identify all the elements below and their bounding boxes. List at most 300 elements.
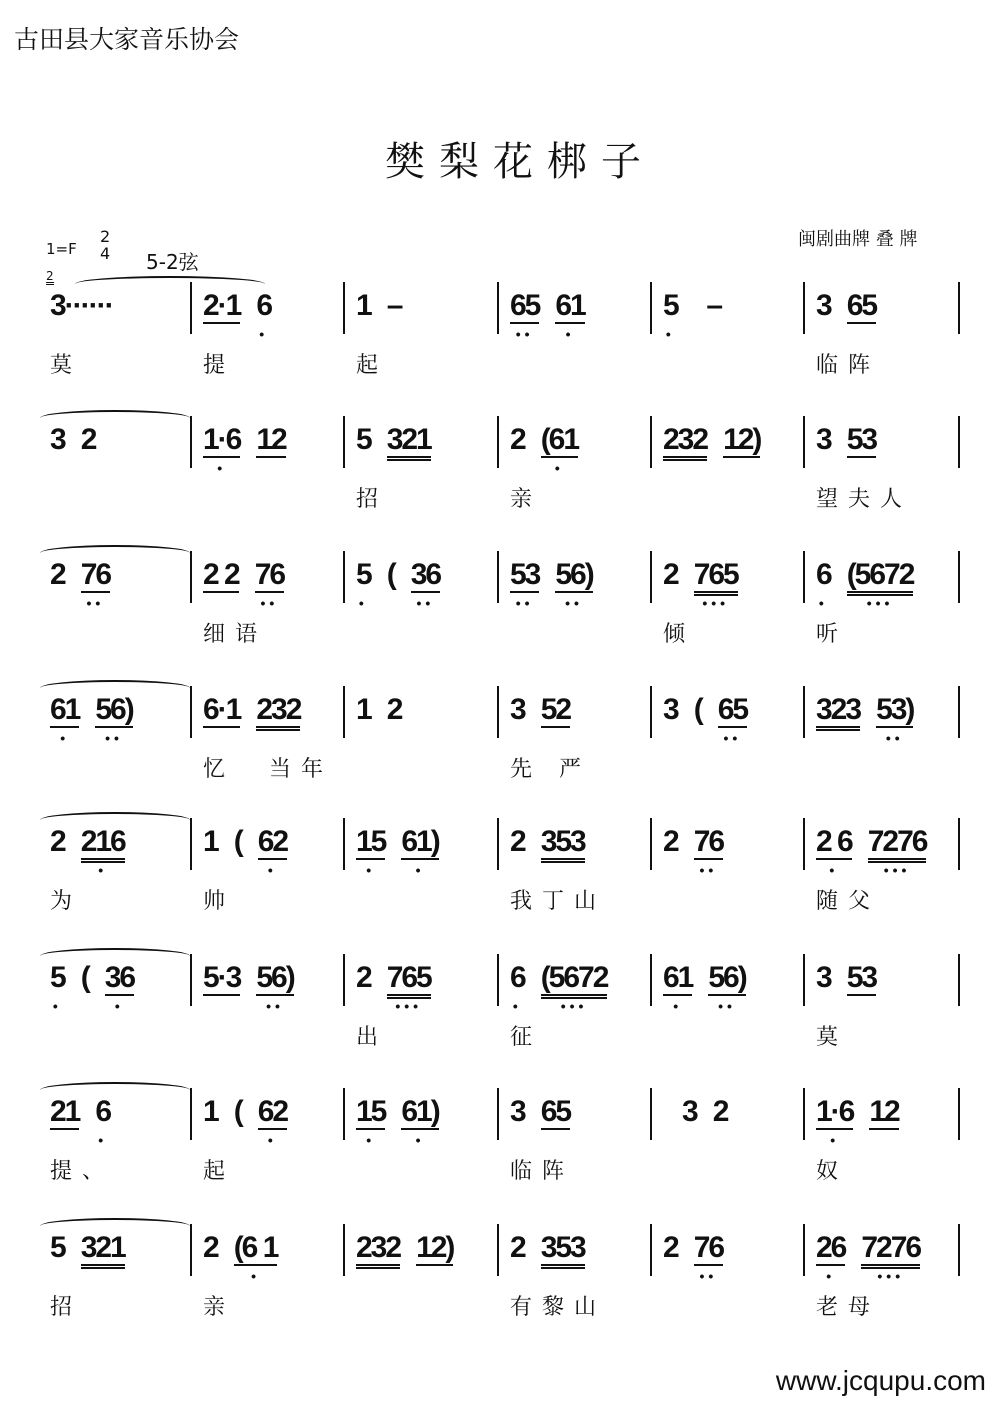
- note-group: [663, 961, 693, 1014]
- barline: [803, 416, 805, 468]
- low-octave-dots: ••: [515, 595, 534, 611]
- slur: [40, 1218, 190, 1234]
- measure: [510, 1096, 570, 1156]
- barline: [958, 1088, 960, 1140]
- low-octave-dots: •: [60, 730, 70, 746]
- measure: [510, 424, 578, 484]
- note-text: 5: [50, 961, 65, 994]
- measure: [663, 826, 723, 886]
- measure: [203, 559, 284, 619]
- note-group: [257, 825, 288, 878]
- note-group: [50, 559, 65, 591]
- note-group: [81, 962, 89, 994]
- note-text: 353: [540, 825, 585, 858]
- note-text: 61: [555, 289, 585, 322]
- lyric: 忆 当年: [203, 757, 333, 782]
- note-group: [869, 1096, 898, 1130]
- note-text: 2 2: [203, 558, 239, 591]
- key-signature: 1=F: [46, 240, 77, 258]
- low-octave-dots: •••: [883, 862, 911, 878]
- lyric: 为: [50, 889, 83, 914]
- low-octave-dots: •: [415, 1132, 425, 1148]
- barline: [343, 282, 345, 334]
- note-group: [203, 290, 240, 324]
- note-group: [663, 559, 678, 591]
- barline: [803, 954, 805, 1006]
- note-text: 2: [386, 693, 402, 726]
- note-group: [50, 961, 65, 1014]
- measure: [510, 826, 585, 886]
- note-group: [95, 693, 133, 746]
- low-octave-dots: •: [366, 862, 376, 878]
- measure: [356, 1096, 439, 1156]
- note-group: [356, 290, 371, 322]
- note-text: 1·6: [816, 1095, 854, 1128]
- note-group: [847, 424, 876, 458]
- low-octave-dots: •: [114, 998, 124, 1014]
- note-text: (: [80, 961, 89, 994]
- barline: [343, 1088, 345, 1140]
- measure: [663, 962, 746, 1022]
- low-octave-dots: •: [267, 862, 277, 878]
- note-text: 12: [256, 423, 286, 456]
- barline: [650, 1088, 652, 1140]
- note-text: 76: [80, 558, 111, 591]
- measure: [510, 559, 593, 619]
- note-group: [50, 826, 65, 858]
- measure: [663, 1096, 727, 1156]
- low-octave-dots: ••: [260, 595, 279, 611]
- note-text: 36: [104, 961, 135, 994]
- note-group: [387, 559, 395, 591]
- barline: [497, 1088, 499, 1140]
- barline: [497, 954, 499, 1006]
- low-octave-dots: •: [565, 326, 575, 342]
- note-text: 2: [50, 558, 65, 591]
- note-text: 53): [876, 693, 914, 726]
- note-group: [708, 961, 746, 1014]
- note-text: 2: [510, 1231, 525, 1264]
- note-group: [356, 962, 371, 994]
- note-group: [203, 962, 240, 996]
- barline: [803, 818, 805, 870]
- low-octave-dots: •: [251, 1268, 260, 1284]
- note-group: [257, 1095, 288, 1148]
- note-text: 2 6: [816, 825, 852, 858]
- note-group: [816, 1231, 846, 1284]
- lyric: 招: [356, 487, 389, 512]
- note-group: [663, 694, 678, 726]
- note-group: [816, 825, 852, 878]
- note-text: 2: [663, 825, 678, 858]
- note-group: [95, 1095, 111, 1148]
- note-group: [387, 424, 431, 461]
- low-octave-dots: ••: [416, 595, 435, 611]
- lyric: 临阵: [816, 353, 881, 378]
- barline: [497, 818, 499, 870]
- note-text: –: [386, 289, 402, 322]
- lyric: 莫: [50, 353, 83, 378]
- note-group: [50, 1232, 65, 1264]
- note-text: 76: [254, 558, 285, 591]
- measure: [356, 290, 401, 350]
- note-text: 5·3: [203, 961, 241, 994]
- barline: [497, 686, 499, 738]
- note-group: [386, 961, 431, 1014]
- note-group: [541, 826, 585, 863]
- note-group: [356, 424, 371, 456]
- measure: [663, 694, 747, 754]
- grace-note: 2: [46, 269, 54, 283]
- note-group: [410, 558, 441, 611]
- low-octave-dots: ••: [723, 730, 742, 746]
- note-text: 65: [846, 289, 877, 322]
- slur: [40, 812, 190, 828]
- measure: [816, 962, 876, 1022]
- note-text: 232: [663, 423, 708, 456]
- note-text: 321: [80, 1231, 125, 1264]
- note-group: [203, 559, 239, 593]
- note-text: 56): [708, 961, 746, 994]
- note-text: 2: [712, 1095, 728, 1128]
- note-text: 65: [510, 289, 540, 322]
- barline: [190, 416, 192, 468]
- barline: [958, 954, 960, 1006]
- barline: [803, 1088, 805, 1140]
- note-text: 76: [693, 825, 724, 858]
- note-group: [510, 826, 525, 858]
- note-group: [847, 290, 876, 324]
- note-text: 6: [510, 961, 525, 994]
- slur: [40, 545, 190, 561]
- measure: [663, 1232, 723, 1292]
- low-octave-dots: •: [512, 998, 522, 1014]
- note-group: [867, 825, 927, 878]
- measure: [663, 559, 738, 619]
- lyric: 亲: [203, 1295, 236, 1320]
- publisher-header: 古田县大家音乐协会: [14, 25, 240, 54]
- barline: [190, 818, 192, 870]
- note-group: [401, 825, 439, 878]
- note-text: 62: [257, 825, 288, 858]
- note-group: [713, 1096, 728, 1128]
- note-text: 52: [540, 693, 571, 726]
- note-group: [816, 694, 860, 731]
- note-text: 1: [203, 825, 218, 858]
- barline: [650, 1224, 652, 1276]
- note-group: [510, 289, 540, 342]
- barline: [497, 416, 499, 468]
- barline: [497, 551, 499, 603]
- note-group: [233, 1231, 278, 1284]
- note-group: [401, 1095, 439, 1148]
- measure: [203, 1232, 277, 1292]
- barline: [958, 818, 960, 870]
- measure: [50, 559, 110, 619]
- note-text: 56): [95, 693, 133, 726]
- note-group: [540, 423, 579, 476]
- note-group: [663, 826, 678, 858]
- note-text: 21: [50, 1095, 80, 1128]
- lyric: 随父: [816, 889, 881, 914]
- note-group: [104, 961, 135, 1014]
- slur: [40, 1082, 190, 1098]
- slur: [75, 276, 265, 292]
- note-text: (61: [540, 423, 579, 456]
- note-group: [510, 961, 525, 1014]
- measure: [816, 424, 876, 484]
- note-group: [234, 1096, 242, 1128]
- slur: [40, 680, 190, 696]
- low-octave-dots: •: [267, 1132, 277, 1148]
- note-text: (5672: [540, 961, 608, 994]
- low-octave-dots: •: [98, 1132, 108, 1148]
- lyric: 倾: [663, 622, 696, 647]
- tune-source: 闽剧曲牌 叠 牌: [798, 229, 918, 250]
- barline: [650, 954, 652, 1006]
- measure: [356, 1232, 453, 1292]
- low-octave-dots: ••: [515, 326, 534, 342]
- low-octave-dots: •: [415, 862, 425, 878]
- time-signature: [100, 228, 110, 262]
- note-text: 3: [50, 423, 65, 456]
- note-text: 15: [356, 1095, 386, 1128]
- note-group: [256, 961, 294, 1014]
- low-octave-dots: •••: [395, 998, 423, 1014]
- note-text: 6: [95, 1095, 111, 1128]
- note-text: 232: [256, 693, 301, 726]
- note-group: [876, 693, 914, 746]
- measure: [663, 424, 760, 484]
- measure: [816, 1232, 920, 1292]
- lyric: 提、: [50, 1159, 115, 1184]
- note-text: 1: [203, 1095, 218, 1128]
- note-text: 6·1: [203, 693, 241, 726]
- string-tuning: 5-2弦: [146, 250, 199, 274]
- note-group: [541, 1232, 585, 1269]
- note-text: (: [693, 693, 702, 726]
- note-group: [694, 290, 721, 322]
- note-text: 36: [410, 558, 441, 591]
- low-octave-dots: •: [366, 1132, 376, 1148]
- note-text: 53: [510, 558, 540, 591]
- measure: [203, 290, 271, 350]
- note-text: 61): [401, 1095, 439, 1128]
- note-text: 2·1: [203, 289, 241, 322]
- measure: [816, 559, 913, 619]
- note-text: 1: [356, 289, 371, 322]
- note-text: 765: [386, 961, 431, 994]
- note-group: [256, 289, 272, 342]
- lyric: 提: [203, 353, 236, 378]
- lyric: 帅: [203, 889, 236, 914]
- time-signature-bottom: 4: [100, 244, 111, 263]
- note-text: 2: [356, 961, 371, 994]
- lyric: 望夫人: [816, 487, 913, 512]
- measure: [50, 826, 125, 886]
- measure: [510, 1232, 585, 1292]
- measure: [356, 424, 431, 484]
- note-text: 53: [846, 961, 877, 994]
- note-group: [555, 289, 585, 342]
- low-octave-dots: ••: [699, 862, 718, 878]
- note-group: [816, 558, 831, 611]
- barline: [343, 416, 345, 468]
- note-group: [234, 826, 242, 858]
- note-group: [50, 290, 113, 322]
- barline: [343, 686, 345, 738]
- note-text: 3: [663, 693, 678, 726]
- measure: [203, 1096, 287, 1156]
- note-group: [387, 694, 402, 726]
- note-text: 765: [693, 558, 738, 591]
- note-group: [723, 424, 760, 458]
- note-group: [356, 694, 371, 726]
- low-octave-dots: ••: [266, 998, 284, 1014]
- barline: [497, 1224, 499, 1276]
- note-group: [50, 1096, 79, 1130]
- low-octave-dots: •••: [877, 1268, 905, 1284]
- note-text: 1·6: [203, 423, 241, 456]
- note-group: [693, 1231, 724, 1284]
- note-group: [555, 558, 593, 611]
- barline: [343, 818, 345, 870]
- note-text: 2: [663, 558, 678, 591]
- lyric: 听: [816, 622, 849, 647]
- note-group: [356, 825, 386, 878]
- note-group: [50, 424, 65, 456]
- measure: [50, 290, 113, 350]
- barline: [803, 551, 805, 603]
- note-group: [694, 694, 702, 726]
- note-group: [81, 1232, 125, 1269]
- low-octave-dots: •: [217, 460, 227, 476]
- note-group: [256, 694, 300, 731]
- low-octave-dots: •: [554, 460, 564, 476]
- measure: [816, 1096, 899, 1156]
- note-text: 5: [663, 289, 678, 322]
- barline: [650, 551, 652, 603]
- note-text: 353: [540, 1231, 585, 1264]
- lyric: 老母: [816, 1295, 881, 1320]
- lyric: 有黎山: [510, 1295, 607, 1320]
- barline: [958, 282, 960, 334]
- note-text: 62: [257, 1095, 288, 1128]
- note-text: 7276: [867, 825, 927, 858]
- note-text: 3: [510, 693, 525, 726]
- note-text: 61: [50, 693, 80, 726]
- note-group: [717, 693, 748, 746]
- note-text: 5: [356, 423, 371, 456]
- measure: [356, 962, 431, 1022]
- low-octave-dots: ••: [718, 998, 736, 1014]
- note-text: 3······: [50, 289, 113, 322]
- measure: [50, 694, 133, 754]
- measure: [356, 559, 440, 619]
- note-group: [816, 424, 831, 456]
- lyric: 亲: [510, 487, 543, 512]
- note-text: 76: [693, 1231, 724, 1264]
- note-group: [416, 1232, 453, 1266]
- measure: [510, 694, 570, 754]
- note-text: 2: [203, 1231, 218, 1264]
- note-group: [663, 1096, 697, 1128]
- low-octave-dots: •: [830, 1132, 840, 1148]
- note-group: [861, 1231, 921, 1284]
- note-group: [816, 1095, 854, 1148]
- note-group: [816, 962, 831, 994]
- lyric: 出: [356, 1025, 389, 1050]
- low-octave-dots: •: [829, 862, 839, 878]
- measure: [50, 962, 134, 1022]
- barline: [190, 954, 192, 1006]
- measure: [816, 290, 876, 350]
- note-text: 3: [816, 961, 831, 994]
- low-octave-dots: ••: [699, 1268, 718, 1284]
- low-octave-dots: •: [818, 595, 828, 611]
- measure: [816, 826, 926, 886]
- lyric: 临阵: [510, 1159, 575, 1184]
- barline: [650, 282, 652, 334]
- note-group: [203, 694, 240, 728]
- note-group: [203, 826, 218, 858]
- note-text: 12): [416, 1231, 454, 1264]
- lyric: 我丁山: [510, 889, 607, 914]
- measure: [203, 962, 294, 1022]
- note-group: [663, 289, 678, 342]
- note-text: 323: [816, 693, 861, 726]
- barline: [803, 1224, 805, 1276]
- note-group: [387, 290, 402, 322]
- barline: [650, 686, 652, 738]
- note-group: [541, 694, 570, 728]
- measure: [203, 826, 287, 886]
- note-text: 2: [510, 423, 525, 456]
- note-group: [80, 558, 111, 611]
- note-text: 15: [356, 825, 386, 858]
- note-text: 1: [356, 693, 371, 726]
- note-group: [510, 558, 540, 611]
- note-text: 5: [356, 558, 371, 591]
- note-text: 5: [50, 1231, 65, 1264]
- note-group: [203, 423, 241, 476]
- note-text: 321: [386, 423, 431, 456]
- lyric: 莫: [816, 1025, 849, 1050]
- note-group: [541, 1096, 570, 1130]
- measure: [663, 290, 721, 350]
- note-group: [540, 961, 608, 1014]
- low-octave-dots: •: [98, 862, 108, 878]
- low-octave-dots: •: [52, 998, 62, 1014]
- note-text: 6: [816, 558, 831, 591]
- note-text: 6: [256, 289, 272, 322]
- measure: [356, 826, 439, 886]
- note-group: [693, 825, 724, 878]
- note-text: 65: [717, 693, 748, 726]
- measure: [203, 424, 286, 484]
- low-octave-dots: ••: [86, 595, 105, 611]
- note-group: [510, 1232, 525, 1264]
- barline: [190, 1088, 192, 1140]
- note-text: (6 1: [233, 1231, 278, 1264]
- note-group: [356, 1095, 386, 1148]
- note-text: 2: [663, 1231, 678, 1264]
- lyric: 起: [203, 1159, 236, 1184]
- note-text: 56): [555, 558, 593, 591]
- note-text: –: [693, 289, 722, 322]
- note-text: 232: [356, 1231, 401, 1264]
- low-octave-dots: •••: [560, 998, 588, 1014]
